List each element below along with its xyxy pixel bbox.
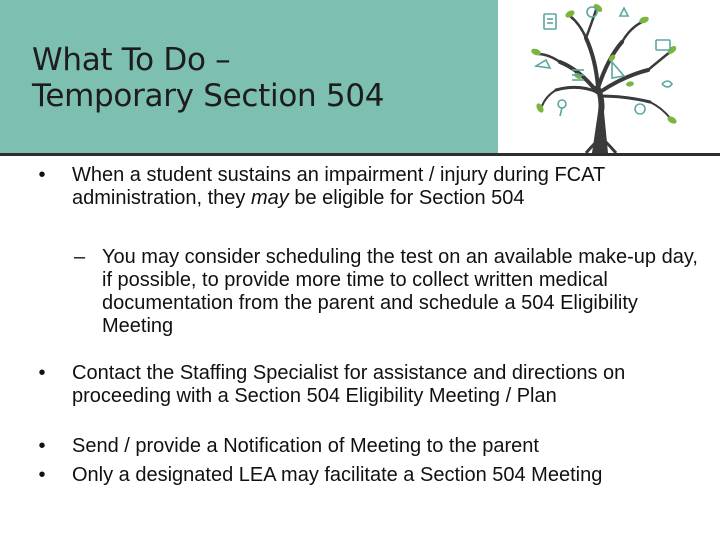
bullet-item-3 bbox=[38, 435, 672, 458]
bullet-marker: • bbox=[38, 464, 46, 486]
slide-title bbox=[32, 42, 384, 114]
knowledge-tree-icon bbox=[500, 0, 720, 153]
bullet-marker: • bbox=[38, 362, 46, 384]
header-rule bbox=[0, 153, 720, 156]
bullet-marker: • bbox=[38, 164, 46, 186]
bullet-text: When a student sustains an impairment / injury during FCAT administration, they bbox=[72, 164, 605, 209]
sub-bullet-item-1 bbox=[74, 246, 702, 338]
bullet-text: Send / provide a Notification of Meeting to the parent bbox=[72, 435, 539, 457]
title-line-2: Temporary Section 504 bbox=[32, 78, 385, 114]
bullet-item-1 bbox=[38, 164, 672, 210]
bullet-text: Contact the Staffing Specialist for assistance and directions on proceeding with a Section 504 Eligibility Meeting / Plan bbox=[72, 362, 626, 407]
title-line-1: What To Do – bbox=[32, 42, 231, 78]
bullet-text: Only a designated LEA may facilitate a Section 504 Meeting bbox=[72, 464, 603, 486]
bullet-item-4 bbox=[38, 464, 672, 487]
bullet-text-end: be eligible for Section 504 bbox=[288, 187, 525, 209]
sub-bullet-text: You may consider scheduling the test on an available make-up day, if possible, to provide more time to collect written medical documentation from the parent and schedule a 504 Eligibility Meeting bbox=[102, 246, 698, 337]
dash-marker: – bbox=[74, 246, 86, 268]
slide-header bbox=[0, 0, 720, 156]
bullet-marker: • bbox=[38, 435, 46, 457]
bullet-item-2 bbox=[38, 362, 672, 408]
bullet-text-emphasis: may bbox=[250, 187, 289, 209]
